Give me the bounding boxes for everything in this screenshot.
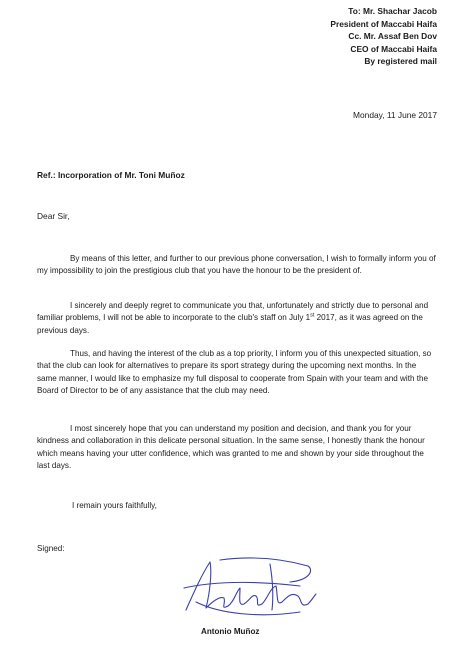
cc-title: CEO of Maccabi Haifa (350, 43, 437, 54)
recipient-to: To: Mr. Shachar Jacob (348, 6, 437, 16)
recipient-cc: Cc. Mr. Assaf Ben Dov (348, 31, 437, 42)
paragraph-2 (37, 300, 437, 337)
paragraph-text-part: 2017, as it was agreed on the previous days. (37, 313, 423, 335)
signer-name: Antonio Muñoz (201, 627, 260, 636)
paragraph-text-part: I sincerely and deeply regret to communicate you that, unfortunately and strictly due to personal and familiar problems, I will not be able to incorporate to the club's staff on July 1 (37, 301, 429, 323)
closing-line: I remain yours faithfully, (72, 501, 157, 510)
recipient-title: President of Maccabi Haifa (330, 18, 437, 29)
paragraph-1 (37, 253, 437, 278)
handwritten-signature (180, 552, 320, 622)
delivery-method: By registered mail (364, 56, 437, 67)
paragraph-3 (37, 348, 437, 398)
paragraph-text (37, 300, 437, 337)
signed-label: Signed: (37, 544, 65, 553)
paragraph-text: By means of this letter, and further to our previous phone conversation, I wish to formally inform you of my impossibility to join the prestigious club that you have the honour to be the president of. (37, 254, 436, 276)
letter-date: Monday, 11 June 2017 (353, 110, 437, 120)
paragraph-4 (37, 423, 437, 473)
salutation: Dear Sir, (37, 211, 70, 221)
paragraph-text: Thus, and having the interest of the club as a top priority, I inform you of this unexpected situation, so that the club can look for alternatives to prepare its sport strategy during the upcoming next months. In the same manner, I would like to emphasize my full disposal to cooperate from Spain with your team and with the Board of Director to be of any assistance that the club may need. (37, 349, 432, 396)
recipient-block (330, 5, 437, 68)
reference-line: Ref.: Incorporation of Mr. Toni Muñoz (37, 170, 185, 180)
paragraph-text: I most sincerely hope that you can understand my position and decision, and thank you for your kindness and collaboration in this delicate personal situation. In the same sense, I honestly thank the honour which means having your utter confidence, which was granted to me and shown by your side throughout the last days. (37, 424, 425, 471)
ordinal-suffix: st (310, 312, 315, 319)
